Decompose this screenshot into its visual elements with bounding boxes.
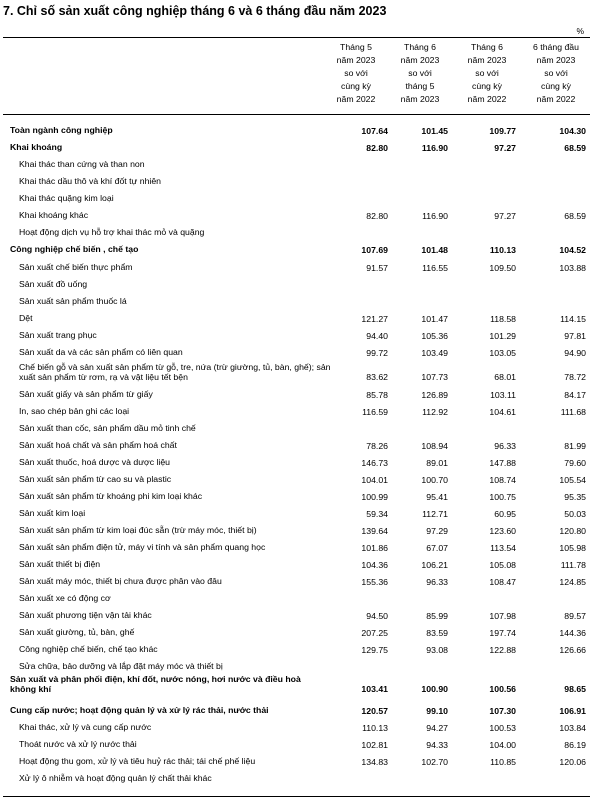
column-header-line: năm 2023 bbox=[400, 55, 440, 66]
column-header-line: năm 2023 bbox=[467, 55, 507, 66]
row-value: 118.58 bbox=[490, 314, 516, 324]
row-value: 86.19 bbox=[564, 740, 586, 750]
row-label: Sản xuất đồ uống bbox=[19, 279, 88, 289]
row-value: 101.86 bbox=[361, 543, 388, 553]
header-rule bbox=[3, 114, 590, 115]
row-value: 84.17 bbox=[564, 390, 586, 400]
row-value: 97.81 bbox=[564, 331, 586, 341]
bottom-rule bbox=[3, 796, 590, 797]
row-label: Sản xuất sản phẩm từ khoáng phi kim loại khác bbox=[19, 491, 203, 501]
row-value: 114.15 bbox=[560, 314, 586, 324]
row-value: 83.59 bbox=[426, 628, 448, 638]
row-label: Khai thác, xử lý và cung cấp nước bbox=[19, 722, 152, 732]
row-label: Dệt bbox=[19, 313, 33, 323]
row-value: 103.05 bbox=[489, 348, 516, 358]
column-header-line: năm 2023 bbox=[400, 94, 440, 105]
row-label: Sản xuất và phân phối điện, khí đốt, nước nóng, hơi nước và điều hoà không khí bbox=[10, 674, 301, 694]
row-label: Sản xuất trang phục bbox=[19, 330, 97, 340]
row-label: In, sao chép bản ghi các loại bbox=[19, 406, 130, 416]
row-value: 78.72 bbox=[564, 372, 586, 382]
row-label: Sản xuất thuốc, hoá dược và dược liệu bbox=[19, 457, 171, 467]
column-header-line: năm 2023 bbox=[336, 55, 376, 66]
row-value: 111.68 bbox=[560, 407, 586, 417]
row-value: 102.81 bbox=[361, 740, 388, 750]
row-label: Khai khoáng bbox=[10, 142, 63, 152]
row-value: 207.25 bbox=[361, 628, 388, 638]
row-value: 129.75 bbox=[361, 645, 388, 655]
row-value: 104.36 bbox=[361, 560, 388, 570]
row-value: 107.30 bbox=[489, 706, 516, 716]
row-label: Sửa chữa, bảo dưỡng và lắp đặt máy móc và thiết bị bbox=[19, 661, 223, 671]
column-header-line: năm 2022 bbox=[536, 94, 576, 105]
column-header-line: cùng kỳ bbox=[472, 81, 502, 92]
row-value: 78.26 bbox=[366, 441, 388, 451]
row-value: 108.94 bbox=[421, 441, 448, 451]
row-label: Sản xuất hoá chất và sản phẩm hoá chất bbox=[19, 440, 177, 450]
row-value: 60.95 bbox=[494, 509, 516, 519]
column-header-4 bbox=[523, 41, 589, 106]
row-value: 144.36 bbox=[559, 628, 586, 638]
row-value: 103.84 bbox=[559, 723, 586, 733]
row-value: 67.07 bbox=[426, 543, 448, 553]
row-value: 94.27 bbox=[426, 723, 448, 733]
row-value: 112.92 bbox=[422, 407, 448, 417]
row-label: Hoạt động thu gom, xử lý và tiêu huỷ rác thải; tái chế phế liệu bbox=[19, 756, 256, 766]
row-value: 116.90 bbox=[422, 211, 448, 221]
row-value: 107.64 bbox=[361, 126, 388, 136]
row-value: 100.53 bbox=[489, 723, 516, 733]
row-value: 109.50 bbox=[489, 263, 516, 273]
row-value: 104.30 bbox=[559, 126, 586, 136]
row-value: 100.56 bbox=[489, 684, 516, 694]
row-value: 103.49 bbox=[421, 348, 448, 358]
row-value: 103.88 bbox=[559, 263, 586, 273]
row-label: Sản xuất giấy và sản phẩm từ giấy bbox=[19, 389, 153, 399]
row-value: 102.70 bbox=[421, 757, 448, 767]
row-label: Sản xuất thiết bị điện bbox=[19, 559, 101, 569]
row-value: 94.40 bbox=[366, 331, 388, 341]
row-label: Sản xuất xe có động cơ bbox=[19, 593, 111, 603]
row-value: 82.80 bbox=[366, 143, 388, 153]
row-value: 100.70 bbox=[421, 475, 448, 485]
row-value: 99.10 bbox=[426, 706, 448, 716]
row-value: 106.21 bbox=[421, 560, 448, 570]
row-label: Công nghiệp chế biến, chế tạo khác bbox=[19, 644, 158, 654]
column-header-1 bbox=[323, 41, 389, 106]
row-value: 100.99 bbox=[361, 492, 388, 502]
row-value: 95.35 bbox=[564, 492, 586, 502]
row-value: 81.99 bbox=[564, 441, 586, 451]
row-value: 124.85 bbox=[559, 577, 586, 587]
row-label: Hoạt động dịch vụ hỗ trợ khai thác mỏ và quặng bbox=[19, 227, 205, 237]
row-label: Sản xuất phương tiện vận tải khác bbox=[19, 610, 152, 620]
row-value: 97.27 bbox=[494, 143, 516, 153]
row-label: Công nghiệp chế biến , chế tạo bbox=[10, 244, 139, 254]
column-header-line: năm 2022 bbox=[336, 94, 376, 105]
row-value: 99.72 bbox=[366, 348, 388, 358]
row-value: 104.52 bbox=[559, 245, 586, 255]
column-header-line: so với bbox=[475, 68, 499, 79]
row-value: 112.71 bbox=[422, 509, 448, 519]
row-label: Sản xuất kim loại bbox=[19, 508, 86, 518]
row-value: 97.27 bbox=[494, 211, 516, 221]
row-value: 89.01 bbox=[426, 458, 448, 468]
row-value: 68.59 bbox=[564, 143, 586, 153]
row-value: 100.75 bbox=[489, 492, 516, 502]
row-value: 59.34 bbox=[366, 509, 388, 519]
row-value: 116.55 bbox=[422, 263, 448, 273]
row-label: Xử lý ô nhiễm và hoạt động quản lý chất thải khác bbox=[19, 773, 212, 783]
row-value: 101.47 bbox=[421, 314, 448, 324]
row-value: 120.57 bbox=[361, 706, 388, 716]
row-value: 94.33 bbox=[426, 740, 448, 750]
row-value: 110.13 bbox=[489, 245, 516, 255]
row-value: 110.13 bbox=[362, 723, 388, 733]
row-value: 121.27 bbox=[361, 314, 388, 324]
row-value: 147.88 bbox=[489, 458, 516, 468]
row-value: 110.85 bbox=[490, 757, 516, 767]
row-value: 94.90 bbox=[564, 348, 586, 358]
row-value: 85.78 bbox=[366, 390, 388, 400]
column-header-3 bbox=[454, 41, 520, 106]
unit-label: % bbox=[576, 26, 584, 36]
row-value: 96.33 bbox=[494, 441, 516, 451]
row-label: Thoát nước và xử lý nước thải bbox=[19, 739, 137, 749]
row-value: 120.80 bbox=[559, 526, 586, 536]
row-value: 98.65 bbox=[564, 684, 586, 694]
column-header-line: năm 2023 bbox=[536, 55, 576, 66]
row-value: 106.91 bbox=[559, 706, 586, 716]
column-header-line: Tháng 6 bbox=[404, 42, 436, 52]
column-header-line: Tháng 5 bbox=[340, 42, 372, 52]
row-label: Sản xuất sản phẩm điện tử, máy vi tính và sản phẩm quang học bbox=[19, 542, 266, 552]
page-title: 7. Chỉ số sản xuất công nghiệp tháng 6 và 6 tháng đầu năm 2023 bbox=[3, 4, 387, 18]
row-value: 123.60 bbox=[489, 526, 516, 536]
column-header-line: cùng kỳ bbox=[541, 81, 571, 92]
row-value: 97.29 bbox=[426, 526, 448, 536]
row-value: 197.74 bbox=[489, 628, 516, 638]
top-rule bbox=[3, 37, 590, 38]
row-label: Khai khoáng khác bbox=[19, 210, 89, 220]
row-value: 108.47 bbox=[489, 577, 516, 587]
row-value: 93.08 bbox=[426, 645, 448, 655]
row-value: 134.83 bbox=[361, 757, 388, 767]
row-value: 107.69 bbox=[361, 245, 388, 255]
row-label: Sản xuất than cốc, sản phẩm dầu mỏ tinh chế bbox=[19, 423, 196, 433]
row-value: 103.11 bbox=[490, 390, 516, 400]
column-header-line: so với bbox=[544, 68, 568, 79]
row-value: 120.06 bbox=[559, 757, 586, 767]
row-value: 107.98 bbox=[489, 611, 516, 621]
column-header-line: năm 2022 bbox=[467, 94, 507, 105]
row-label: Sản xuất da và các sản phẩm có liên quan bbox=[19, 347, 183, 357]
column-header-line: 6 tháng đầu bbox=[533, 42, 579, 52]
row-value: 126.89 bbox=[421, 390, 448, 400]
row-value: 116.59 bbox=[362, 407, 388, 417]
row-value: 105.08 bbox=[489, 560, 516, 570]
column-header-line: Tháng 6 bbox=[471, 42, 503, 52]
row-value: 122.88 bbox=[489, 645, 516, 655]
row-value: 126.66 bbox=[559, 645, 586, 655]
column-header-line: so với bbox=[344, 68, 368, 79]
row-value: 108.74 bbox=[489, 475, 516, 485]
row-value: 103.41 bbox=[361, 684, 388, 694]
column-header-line: cùng kỳ bbox=[341, 81, 371, 92]
row-value: 50.03 bbox=[564, 509, 586, 519]
row-value: 95.41 bbox=[426, 492, 448, 502]
row-label: Chế biến gỗ và sản xuất sản phẩm từ gỗ, tre, nứa (trừ giường, tủ, bàn, ghế); sản xuất sản phẩm từ rơm, rạ và vật liệu tết bện bbox=[19, 362, 331, 382]
row-value: 101.45 bbox=[421, 126, 448, 136]
row-label: Khai thác quặng kim loại bbox=[19, 193, 114, 203]
row-value: 146.73 bbox=[361, 458, 388, 468]
row-value: 107.73 bbox=[421, 372, 448, 382]
row-value: 89.57 bbox=[564, 611, 586, 621]
row-value: 91.57 bbox=[366, 263, 388, 273]
row-value: 101.29 bbox=[489, 331, 516, 341]
row-value: 104.01 bbox=[361, 475, 388, 485]
row-value: 68.59 bbox=[564, 211, 586, 221]
row-value: 101.48 bbox=[421, 245, 448, 255]
row-value: 83.62 bbox=[366, 372, 388, 382]
row-label: Toàn ngành công nghiệp bbox=[10, 125, 113, 135]
row-value: 104.00 bbox=[489, 740, 516, 750]
row-value: 155.36 bbox=[361, 577, 388, 587]
row-label: Sản xuất sản phẩm từ kim loại đúc sẵn (trừ máy móc, thiết bị) bbox=[19, 525, 257, 535]
row-value: 85.99 bbox=[426, 611, 448, 621]
row-label: Sản xuất chế biến thực phẩm bbox=[19, 262, 133, 272]
column-header-2 bbox=[387, 41, 453, 106]
row-value: 100.90 bbox=[421, 684, 448, 694]
row-value: 68.01 bbox=[494, 372, 516, 382]
row-label: Sản xuất sản phẩm thuốc lá bbox=[19, 296, 127, 306]
row-label: Sản xuất máy móc, thiết bị chưa được phân vào đâu bbox=[19, 576, 222, 586]
row-value: 105.36 bbox=[421, 331, 448, 341]
row-label: Sản xuất sản phẩm từ cao su và plastic bbox=[19, 474, 172, 484]
row-label: Cung cấp nước; hoạt động quản lý và xử lý rác thải, nước thải bbox=[10, 705, 269, 715]
row-value: 116.90 bbox=[421, 143, 448, 153]
row-value: 96.33 bbox=[426, 577, 448, 587]
row-value: 105.54 bbox=[559, 475, 586, 485]
row-value: 139.64 bbox=[361, 526, 388, 536]
row-value: 82.80 bbox=[366, 211, 388, 221]
row-value: 109.77 bbox=[489, 126, 516, 136]
row-label: Khai thác dầu thô và khí đốt tự nhiên bbox=[19, 176, 162, 186]
row-value: 113.54 bbox=[490, 543, 516, 553]
row-label: Khai thác than cứng và than non bbox=[19, 159, 145, 169]
row-value: 105.98 bbox=[559, 543, 586, 553]
row-value: 104.61 bbox=[489, 407, 516, 417]
row-value: 79.60 bbox=[564, 458, 586, 468]
row-value: 111.78 bbox=[560, 560, 586, 570]
column-header-line: tháng 5 bbox=[405, 81, 435, 92]
row-label: Sản xuất giường, tủ, bàn, ghế bbox=[19, 627, 135, 637]
column-header-line: so với bbox=[408, 68, 432, 79]
row-value: 94.50 bbox=[366, 611, 388, 621]
